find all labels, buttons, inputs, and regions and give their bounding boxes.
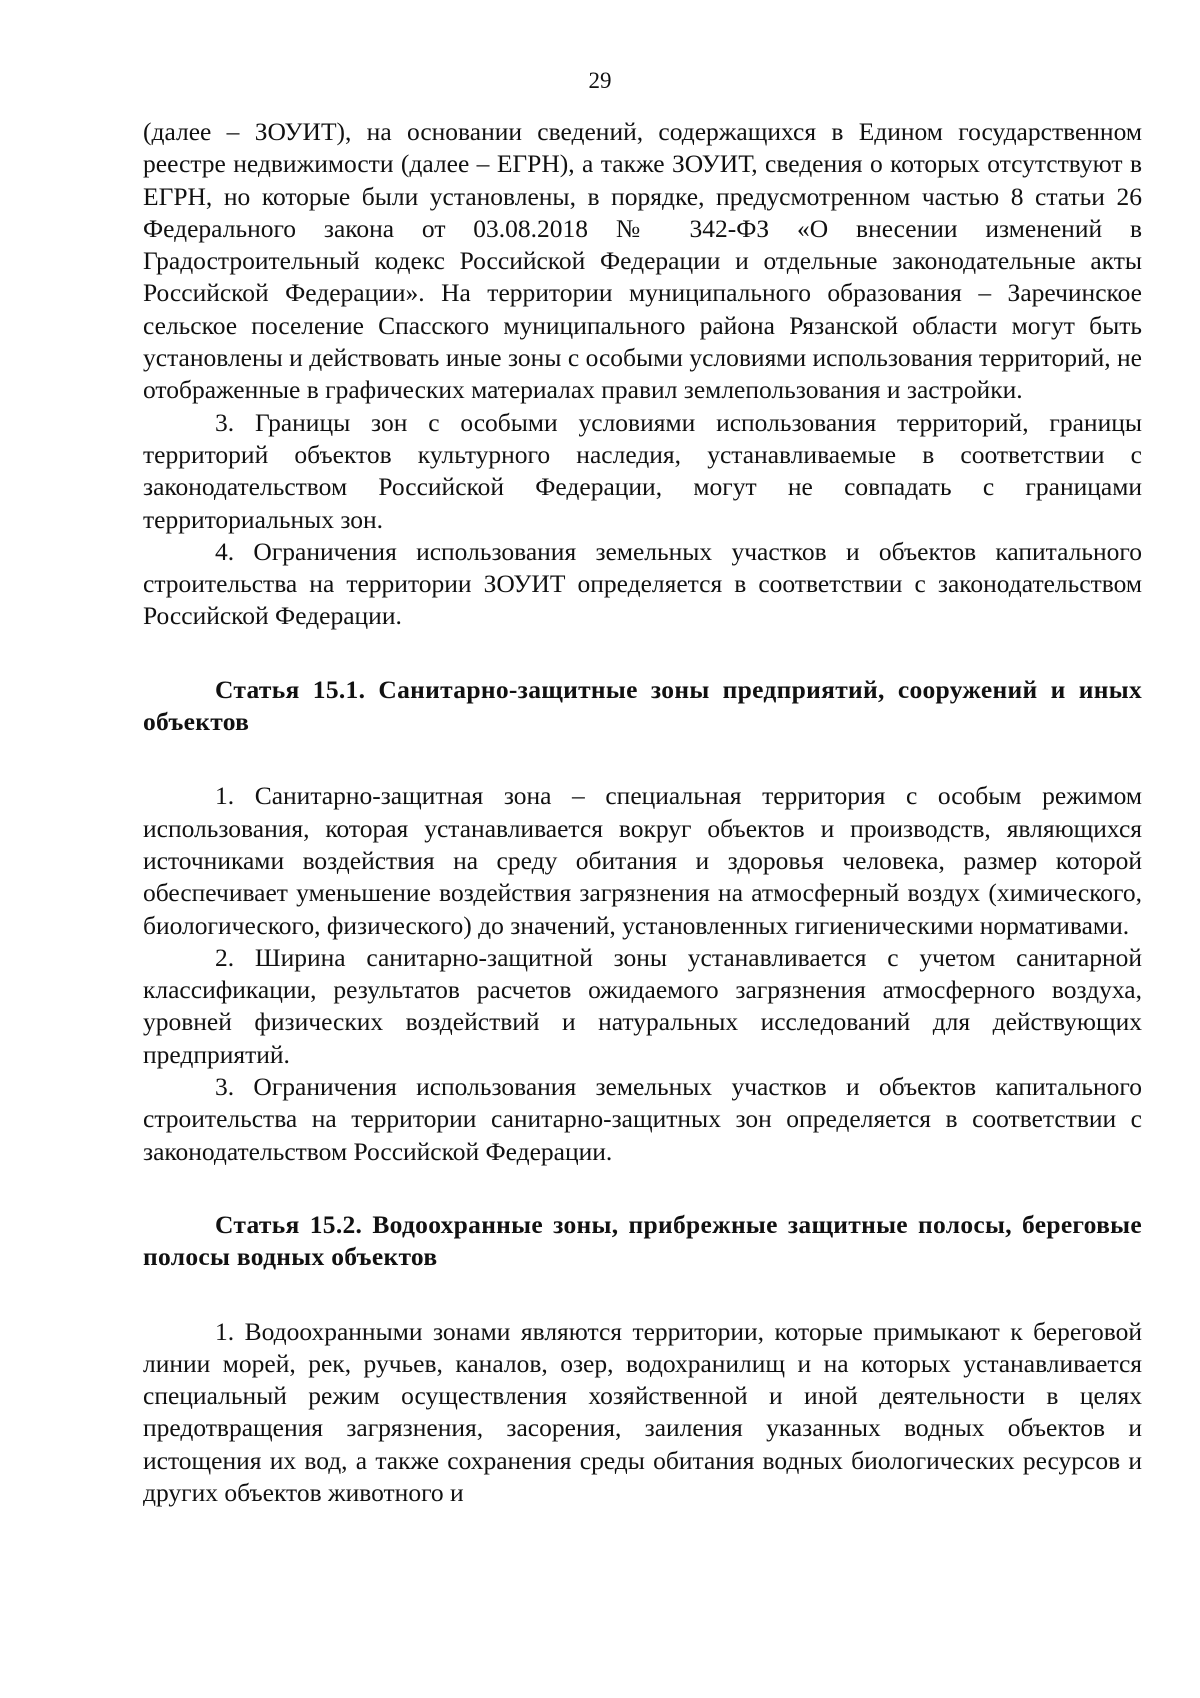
page-number: 29	[588, 68, 612, 93]
article-15-2-heading: Статья 15.2. Водоохранные зоны, прибрежные защитные полосы, береговые полосы водных объектов	[143, 1209, 1142, 1272]
article-15-2-paragraph-1: 1. Водоохранными зонами являются территории, которые примыкают к береговой линии морей, рек, ручьев, каналов, озер, водохранилищ и на которых устанавливается специальный режим осуществления хозяйственной и иной деятельности в целях предотвращения загрязнения, засорения, заиления указанных водных объектов и истощения их вод, а также сохранения среды обитания водных биологических ресурсов и других объектов животного и	[143, 1316, 1142, 1507]
article-15-1-paragraph-1: 1. Санитарно-защитная зона – специальная территория с особым режимом использования, которая устанавливается вокруг объектов и производств, являющихся источниками воздействия на среду обитания и здоровья человека, размер которой обеспечивает уменьшение воздействия загрязнения на атмосферный воздух (химического, биологического, физического) до значений, установленных гигиеническими нормативами.	[143, 781, 1142, 940]
page-content	[143, 116, 1142, 1509]
intro-paragraph-4: 4. Ограничения использования земельных участков и объектов капитального строительства на территории ЗОУИТ определяется в соответствии с законодательством Российской Федерации.	[143, 536, 1142, 631]
article-15-1-paragraph-2: 2. Ширина санитарно-защитной зоны устанавливается с учетом санитарной классификации, результатов расчетов ожидаемого загрязнения атмосферного воздуха, уровней физических воздействий и натуральных исследований для действующих предприятий.	[143, 942, 1142, 1069]
article-15-1-paragraph-3: 3. Ограничения использования земельных участков и объектов капитального строительства на территории санитарно-защитных зон определяется в соответствии с законодательством Российской Федерации.	[143, 1072, 1142, 1166]
intro-continuation-paragraph: (далее – ЗОУИТ), на основании сведений, содержащихся в Едином государственном реестре недвижимости (далее – ЕГРН), а также ЗОУИТ, сведения о которых отсутствуют в ЕГРН, но которые были установлены, в порядке, предусмотренном частью 8 статьи 26 Федерального закона от 03.08.2018 № 342-ФЗ «О внесении изменений в Градостроительный кодекс Российской Федерации и отдельные законодательные акты Российской Федерации». На территории муниципального образования – Заречинское сельское поселение Спасского муниципального района Рязанской области могут быть установлены и действовать иные зоны с особыми условиями использования территорий, не отображенные в графических материалах правил землепользования и застройки.	[143, 117, 1142, 405]
intro-paragraph-3: 3. Границы зон с особыми условиями использования территорий, границы территорий объектов культурного наследия, устанавливаемые в соответствии с законодательством Российской Федерации, могут не совпадать с границами территориальных зон.	[143, 407, 1142, 534]
article-15-1-heading: Статья 15.1. Санитарно-защитные зоны предприятий, сооружений и иных объектов	[143, 674, 1142, 737]
